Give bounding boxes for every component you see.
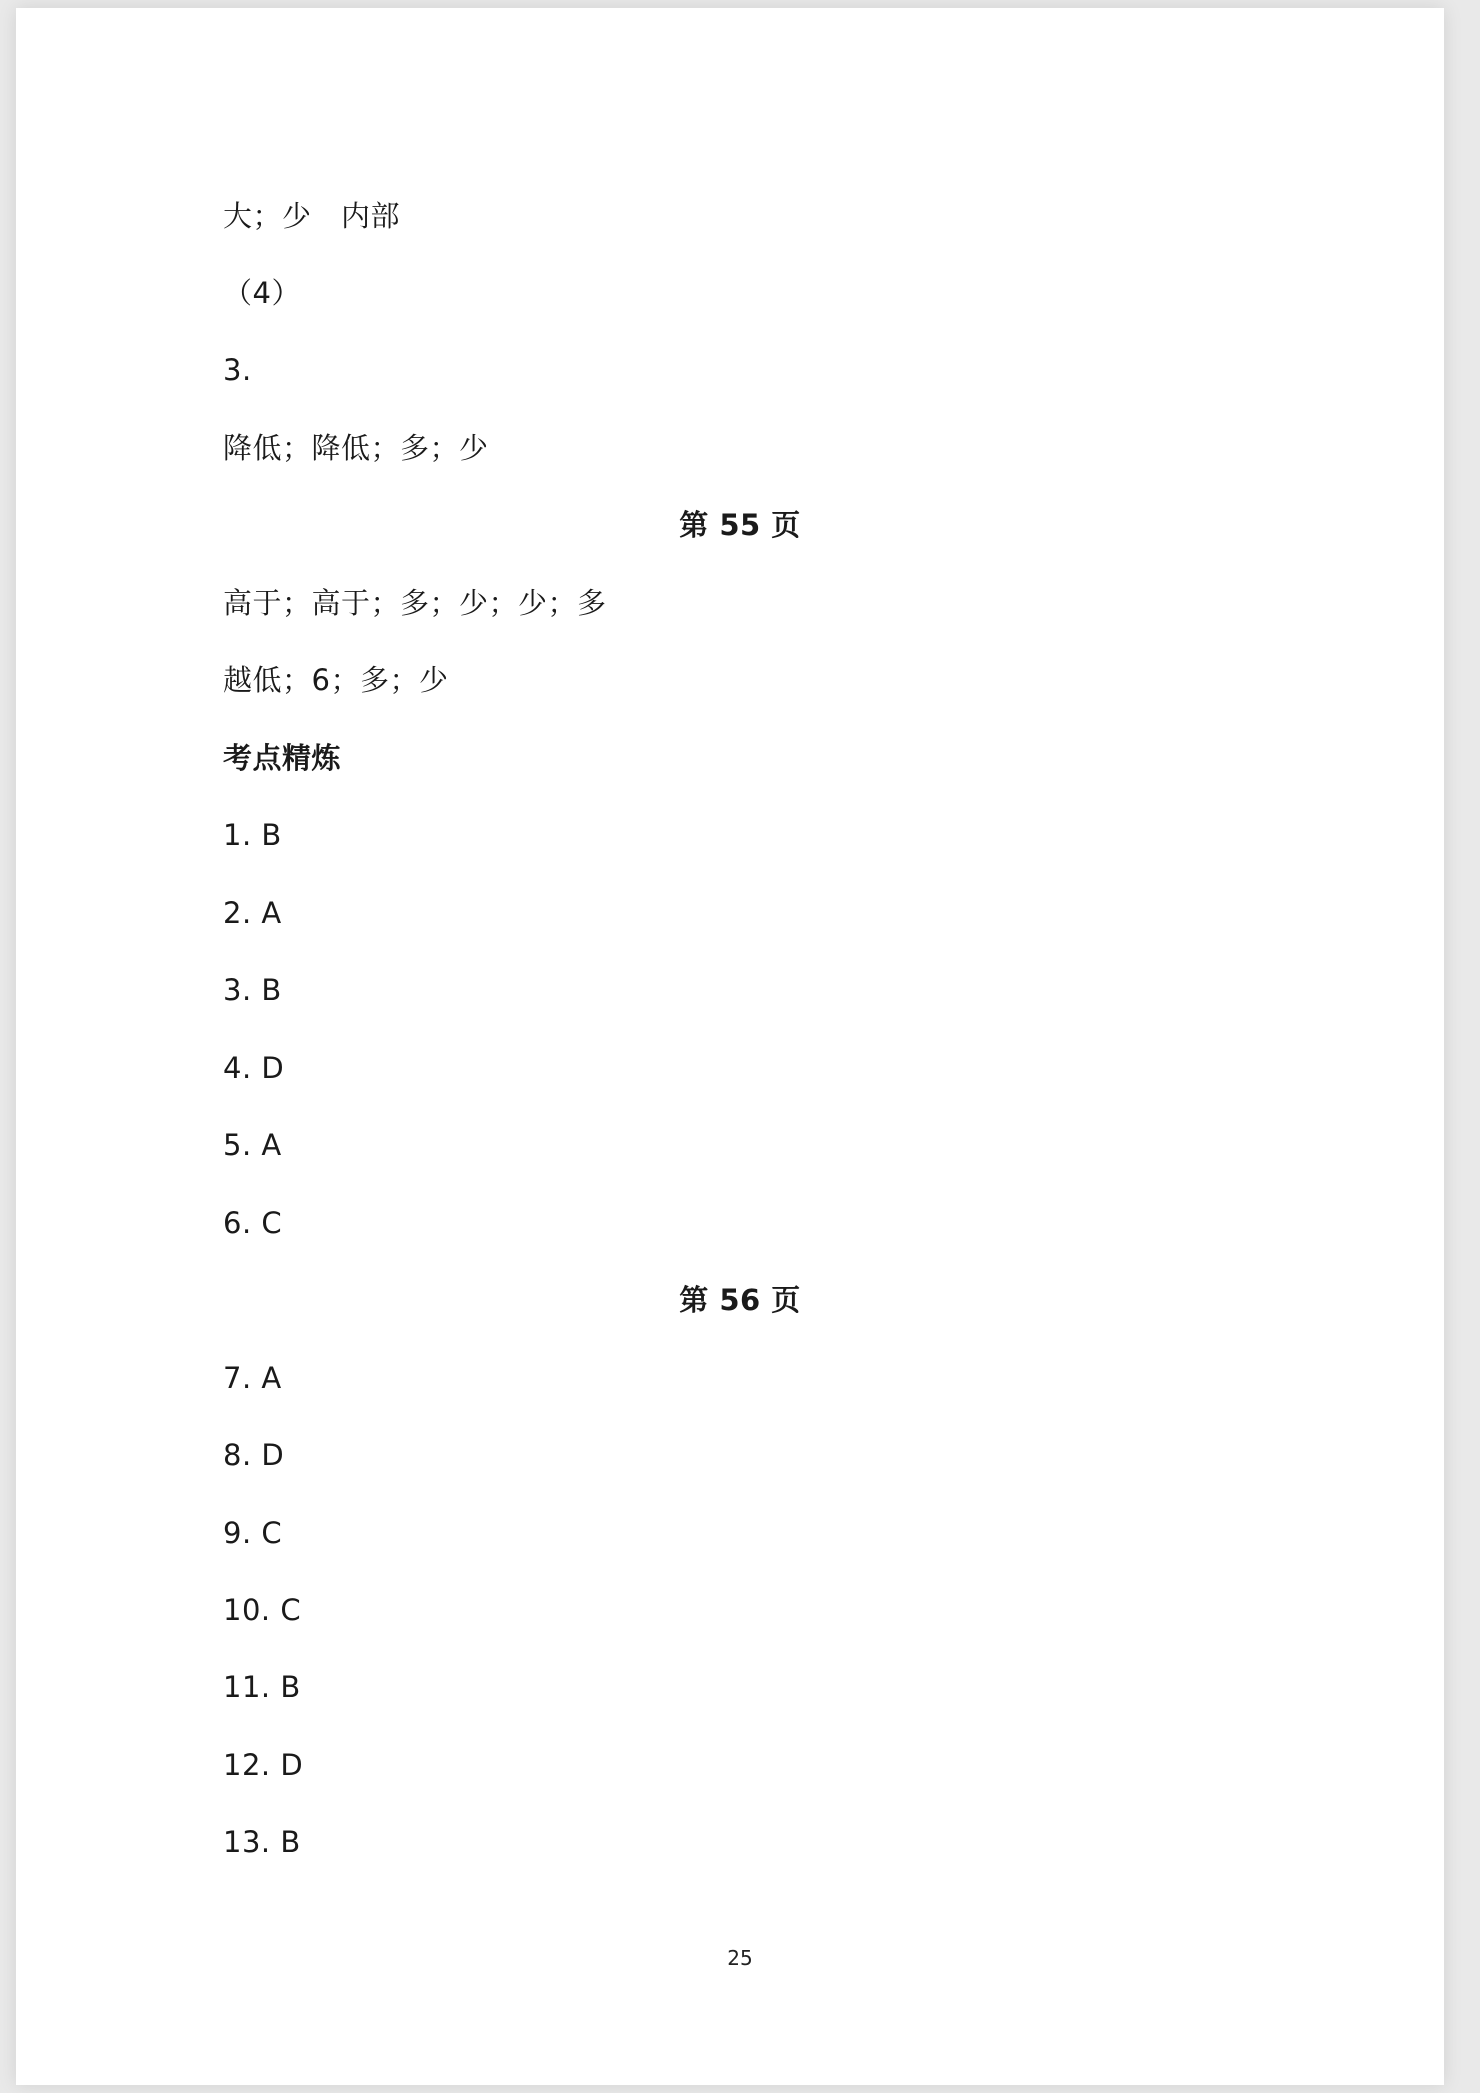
text-line: 降低；降低；多；少 <box>223 431 489 465</box>
answer-item: 10. C <box>223 1593 302 1627</box>
text-line: 大；少 内部 <box>223 199 401 233</box>
answer-item: 3. B <box>223 973 282 1007</box>
answer-item: 6. C <box>223 1206 283 1240</box>
text-line: 3. <box>223 353 252 387</box>
answer-item: 13. B <box>223 1825 301 1859</box>
page-number: 25 <box>727 1946 753 1970</box>
answer-item: 1. B <box>223 818 282 852</box>
answer-item: 9. C <box>223 1516 283 1550</box>
answer-item: 12. D <box>223 1748 304 1782</box>
answer-item: 4. D <box>223 1051 285 1085</box>
answer-item: 2. A <box>223 896 282 930</box>
answer-item: 7. A <box>223 1361 282 1395</box>
answer-item: 11. B <box>223 1670 301 1704</box>
text-line: 高于；高于；多；少；少；多 <box>223 586 607 620</box>
page-heading-56: 第 56 页 <box>679 1283 801 1317</box>
text-line: 越低；6；多；少 <box>223 663 449 697</box>
answer-item: 5. A <box>223 1128 282 1162</box>
page-heading-55: 第 55 页 <box>679 508 801 542</box>
answer-item: 8. D <box>223 1438 285 1472</box>
section-title: 考点精炼 <box>223 741 342 775</box>
text-line: （4） <box>223 276 301 310</box>
